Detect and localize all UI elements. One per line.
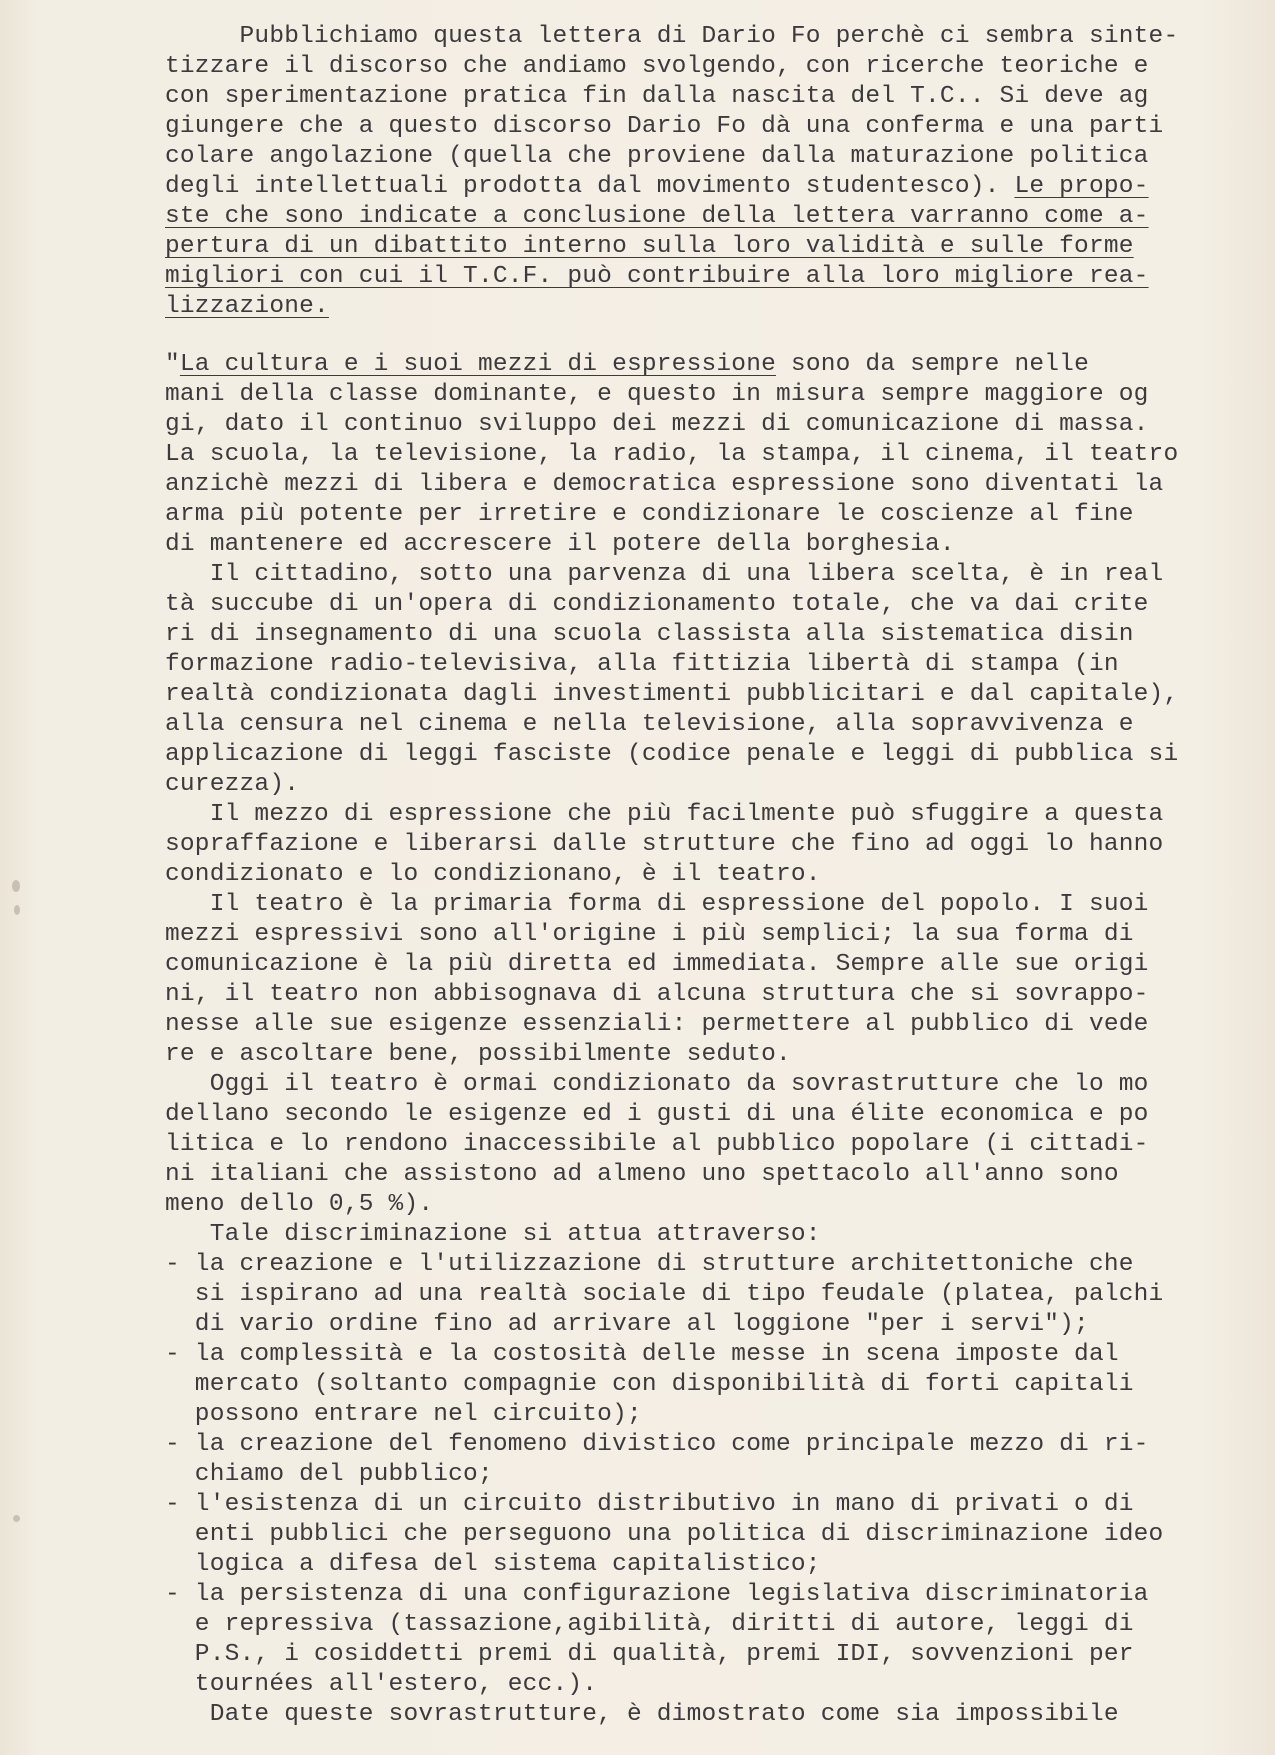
text-line (165, 112, 1235, 142)
line-text: - la creazione e l'utilizzazione di strutture architettoniche che (165, 1251, 1134, 1278)
text-line (165, 1580, 1235, 1610)
underlined-text: Le propo- (1014, 173, 1149, 200)
line-text: degli intellettuali prodotta dal movimento studentesco). (165, 173, 1015, 200)
text-line (165, 860, 1235, 890)
text-line (165, 830, 1235, 860)
line-text: gi, dato il continuo sviluppo dei mezzi di comunicazione di massa. (165, 411, 1149, 438)
text-line (165, 1550, 1235, 1580)
line-text: enti pubblici che perseguono una politica di discriminazione ideo (165, 1521, 1164, 1548)
line-text: formazione radio-televisiva, alla fittizia libertà di stampa (in (165, 651, 1119, 678)
line-text: anzichè mezzi di libera e democratica espressione sono diventati la (165, 471, 1164, 498)
text-line (165, 22, 1235, 52)
text-line (165, 950, 1235, 980)
text-line (165, 890, 1235, 920)
paragraph-gap (165, 322, 1235, 350)
line-text: mercato (soltanto compagnie con disponibilità di forti capitali (165, 1371, 1134, 1398)
text-line (165, 1100, 1235, 1130)
line-text: - la complessità e la costosità delle messe in scena imposte dal (165, 1341, 1119, 1368)
line-text: Il teatro è la primaria forma di espressione del popolo. I suoi (165, 891, 1149, 918)
text-line (165, 1670, 1235, 1700)
text-line (165, 650, 1235, 680)
line-text: - la persistenza di una configurazione legislativa discriminatoria (165, 1581, 1149, 1608)
line-text: curezza). (165, 771, 300, 798)
line-text: ni italiani che assistono ad almeno uno spettacolo all'anno sono (165, 1161, 1119, 1188)
paper-hole-mark (12, 880, 20, 892)
line-text: Il mezzo di espressione che più facilmente può sfuggire a questa (165, 801, 1164, 828)
text-line (165, 1610, 1235, 1640)
text-line (165, 1310, 1235, 1340)
line-text: e repressiva (tassazione,agibilità, diritti di autore, leggi di (165, 1611, 1134, 1638)
text-line (165, 380, 1235, 410)
line-text: giungere che a questo discorso Dario Fo dà una conferma e una parti (165, 113, 1164, 140)
line-text: di vario ordine fino ad arrivare al loggione "per i servi"); (165, 1311, 1089, 1338)
line-text: ni, il teatro non abbisognava di alcuna struttura che si sovrappo- (165, 981, 1149, 1008)
line-text: chiamo del pubblico; (165, 1461, 493, 1488)
line-text: logica a difesa del sistema capitalistico; (165, 1551, 821, 1578)
text-line (165, 1160, 1235, 1190)
text-line (165, 470, 1235, 500)
text-line (165, 1640, 1235, 1670)
line-text: tizzare il discorso che andiamo svolgendo, con ricerche teoriche e (165, 53, 1149, 80)
text-line (165, 262, 1235, 292)
text-line (165, 1070, 1235, 1100)
letter-body (165, 350, 1235, 1730)
line-text: Pubblichiamo questa lettera di Dario Fo perchè ci sembra sinte- (165, 23, 1179, 50)
underlined-text: lizzazione. (165, 293, 329, 320)
line-text: - l'esistenza di un circuito distributivo in mano di privati o di (165, 1491, 1134, 1518)
line-text: P.S., i cosiddetti premi di qualità, premi IDI, sovvenzioni per (165, 1641, 1134, 1668)
text-line (165, 1370, 1235, 1400)
line-text: con sperimentazione pratica fin dalla nascita del T.C.. Si deve ag (165, 83, 1149, 110)
text-line (165, 52, 1235, 82)
text-line (165, 1520, 1235, 1550)
line-text: tà succube di un'opera di condizionamento totale, che va dai crite (165, 591, 1149, 618)
line-text: re e ascoltare bene, possibilmente seduto. (165, 1041, 791, 1068)
line-text: nesse alle sue esigenze essenziali: permettere al pubblico di vede (165, 1011, 1149, 1038)
line-text: La scuola, la televisione, la radio, la stampa, il cinema, il teatro (165, 441, 1179, 468)
text-line (165, 920, 1235, 950)
text-line (165, 500, 1235, 530)
underlined-text: La cultura e i suoi mezzi di espressione (179, 351, 777, 378)
line-text: applicazione di leggi fasciste (codice penale e leggi di pubblica si (165, 741, 1179, 768)
line-text: arma più potente per irretire e condizionare le coscienze al fine (165, 501, 1134, 528)
line-text: possono entrare nel circuito); (165, 1401, 642, 1428)
line-text: litica e lo rendono inaccessibile al pubblico popolare (i cittadi- (165, 1131, 1149, 1158)
line-text: " (165, 351, 180, 378)
text-line (165, 740, 1235, 770)
text-line (165, 440, 1235, 470)
line-text: colare angolazione (quella che proviene dalla maturazione politica (165, 143, 1149, 170)
line-text: ri di insegnamento di una scuola classista alla sistematica disin (165, 621, 1134, 648)
text-line (165, 1220, 1235, 1250)
text-line (165, 800, 1235, 830)
underlined-text: migliori con cui il T.C.F. può contribuire alla loro migliore rea- (165, 263, 1149, 290)
text-line (165, 680, 1235, 710)
text-line (165, 620, 1235, 650)
text-line (165, 1010, 1235, 1040)
line-text: dellano secondo le esigenze ed i gusti di una élite economica e po (165, 1101, 1149, 1128)
line-text: Tale discriminazione si attua attraverso: (165, 1221, 821, 1248)
text-line (165, 350, 1235, 380)
text-line (165, 530, 1235, 560)
text-line (165, 1490, 1235, 1520)
line-text: si ispirano ad una realtà sociale di tipo feudale (platea, palchi (165, 1281, 1164, 1308)
line-text: meno dello 0,5 %). (165, 1191, 434, 1218)
text-line (165, 1040, 1235, 1070)
text-line (165, 1700, 1235, 1730)
text-line (165, 1130, 1235, 1160)
text-line (165, 980, 1235, 1010)
line-text: alla censura nel cinema e nella televisione, alla sopravvivenza e (165, 711, 1134, 738)
text-line (165, 710, 1235, 740)
text-line (165, 1340, 1235, 1370)
paper-hole-mark (14, 905, 20, 915)
paper-hole-mark (13, 1515, 20, 1522)
underlined-text: pertura di un dibattito interno sulla loro validità e sulle forme (165, 233, 1134, 260)
text-line (165, 1400, 1235, 1430)
line-text: - la creazione del fenomeno divistico come principale mezzo di ri- (165, 1431, 1149, 1458)
line-text: Oggi il teatro è ormai condizionato da sovrastrutture che lo mo (165, 1071, 1149, 1098)
text-line (165, 590, 1235, 620)
text-line (165, 1280, 1235, 1310)
line-text: di mantenere ed accrescere il potere della borghesia. (165, 531, 955, 558)
line-text: mani della classe dominante, e questo in misura sempre maggiore og (165, 381, 1149, 408)
text-line (165, 82, 1235, 112)
line-text: sono da sempre nelle (776, 351, 1089, 378)
line-text: realtà condizionata dagli investimenti pubblicitari e dal capitale), (165, 681, 1179, 708)
text-line (165, 292, 1235, 322)
text-line (165, 202, 1235, 232)
line-text: Il cittadino, sotto una parvenza di una libera scelta, è in real (165, 561, 1164, 588)
line-text: condizionato e lo condizionano, è il teatro. (165, 861, 821, 888)
text-line (165, 1190, 1235, 1220)
text-line (165, 232, 1235, 262)
line-text: comunicazione è la più diretta ed immediata. Sempre alle sue origi (165, 951, 1149, 978)
line-text: mezzi espressivi sono all'origine i più semplici; la sua forma di (165, 921, 1134, 948)
text-line (165, 1430, 1235, 1460)
text-line (165, 1460, 1235, 1490)
text-line (165, 410, 1235, 440)
line-text: sopraffazione e liberarsi dalle strutture che fino ad oggi lo hanno (165, 831, 1164, 858)
typewritten-text (165, 22, 1235, 1730)
underlined-text: ste che sono indicate a conclusione della lettera varranno come a- (165, 203, 1149, 230)
line-text: tournées all'estero, ecc.). (165, 1671, 598, 1698)
text-line (165, 142, 1235, 172)
intro-paragraph (165, 22, 1235, 322)
text-line (165, 560, 1235, 590)
text-line (165, 172, 1235, 202)
text-line (165, 770, 1235, 800)
line-text: Date queste sovrastrutture, è dimostrato come sia impossibile (165, 1701, 1119, 1728)
text-line (165, 1250, 1235, 1280)
